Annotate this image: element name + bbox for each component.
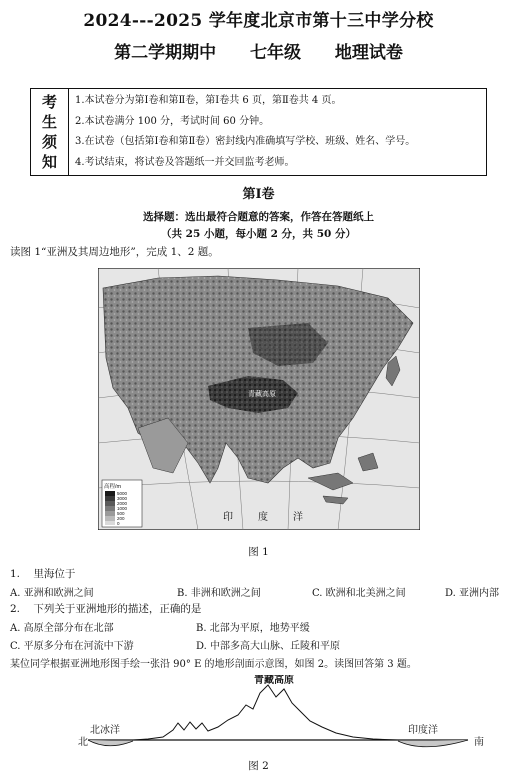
section-scoring: （共 25 小题，每小题 2 分，共 50 分） <box>161 228 356 240</box>
section-instruction: 选择题：选出最符合题意的答案，作答在答题纸上 <box>143 211 374 223</box>
map-intro-text: 读图 1“亚洲及其周边地形”，完成 1、2 题。 <box>10 246 219 258</box>
profile-south-label: 南 <box>474 737 484 748</box>
notice-heading-char: 须 <box>41 132 57 151</box>
map-legend-title: 高程/m <box>104 484 122 490</box>
profile-right-sea-label: 印度洋 <box>408 725 438 736</box>
question-number: 1. <box>10 568 21 580</box>
notice-item: 2.本试卷满分 100 分，考试时间 60 分钟。 <box>75 115 270 127</box>
question-stem: 下列关于亚洲地形的描述，正确的是 <box>33 603 202 615</box>
question-1-option-a[interactable]: A. 亚洲和欧洲之间 <box>10 588 94 599</box>
question-1-option-b[interactable]: B. 非洲和欧洲之间 <box>177 588 261 599</box>
legend-value: 2000 <box>117 501 128 506</box>
notice-heading <box>31 89 69 175</box>
exam-grade: 七年级 <box>250 43 301 63</box>
exam-title-line2 <box>0 38 517 63</box>
question-2 <box>10 601 201 616</box>
terrain-profile-diagram <box>78 675 488 755</box>
question-1-option-c[interactable]: C. 欧洲和北美洲之间 <box>312 588 406 599</box>
notice-heading-char: 生 <box>41 112 57 131</box>
question-stem: 里海位于 <box>33 568 76 580</box>
figure-1-caption: 图 1 <box>248 546 269 558</box>
legend-steps <box>105 491 115 525</box>
exam-term: 第二学期期中 <box>114 43 217 63</box>
legend-value: 500 <box>117 511 125 516</box>
question-2-option-d[interactable]: D. 中部多高大山脉、丘陵和平原 <box>196 641 341 652</box>
notice-item: 4.考试结束，将试卷及答题纸一并交回监考老师。 <box>75 156 295 168</box>
map-label-ocean-char: 印 <box>223 512 233 523</box>
profile-peak-label: 青藏高原 <box>254 675 294 686</box>
legend-value: 1000 <box>117 506 128 511</box>
question-3-intro: 某位同学根据亚洲地形图手绘一张沿 90° E 的地形剖面示意图，如图 2。读图回答第 3 题。 <box>10 659 417 670</box>
question-2-option-b[interactable]: B. 北部为平原，地势平缓 <box>196 623 310 634</box>
map-label-ocean-char: 度 <box>258 512 268 523</box>
question-number: 2. <box>10 603 21 615</box>
question-1-option-d[interactable]: D. 亚洲内部 <box>445 588 500 599</box>
legend-value: 3000 <box>117 496 128 501</box>
notice-list <box>69 89 486 175</box>
profile-ocean-left <box>88 740 133 746</box>
notice-heading-char: 考 <box>41 92 57 111</box>
map-label-tibetan-plateau: 青藏高原 <box>248 390 276 398</box>
question-2-option-c[interactable]: C. 平原多分布在河流中下游 <box>10 641 134 652</box>
notice-item: 1.本试卷分为第Ⅰ卷和第Ⅱ卷，第Ⅰ卷共 6 页，第Ⅱ卷共 4 页。 <box>75 95 342 107</box>
asia-terrain-map <box>98 268 420 530</box>
terrain-profile-line <box>133 685 398 740</box>
profile-left-sea-label: 北冰洋 <box>90 725 120 736</box>
profile-north-label: 北 <box>78 737 88 748</box>
notice-item: 3.在试卷（包括第Ⅰ卷和第Ⅱ卷）密封线内准确填写学校、班级、姓名、学号。 <box>75 136 416 148</box>
map-label-ocean-char: 洋 <box>293 512 303 523</box>
notice-heading-char: 知 <box>41 152 57 171</box>
volume-heading: 第Ⅰ卷 <box>242 187 275 202</box>
exam-subject: 地理试卷 <box>334 43 403 63</box>
exam-title-line1: 2024---2025 学年度北京市第十三中学分校 <box>83 11 434 31</box>
figure-2-caption: 图 2 <box>248 760 269 772</box>
map-legend <box>102 480 142 527</box>
question-2-option-a[interactable]: A. 高原全部分布在北部 <box>10 623 114 634</box>
exam-notice-box <box>30 88 487 176</box>
profile-ocean-right <box>398 740 468 747</box>
legend-value: 5000 <box>117 491 128 496</box>
question-1 <box>10 566 75 581</box>
legend-value: 0 <box>117 521 120 526</box>
legend-value: 200 <box>117 516 125 521</box>
